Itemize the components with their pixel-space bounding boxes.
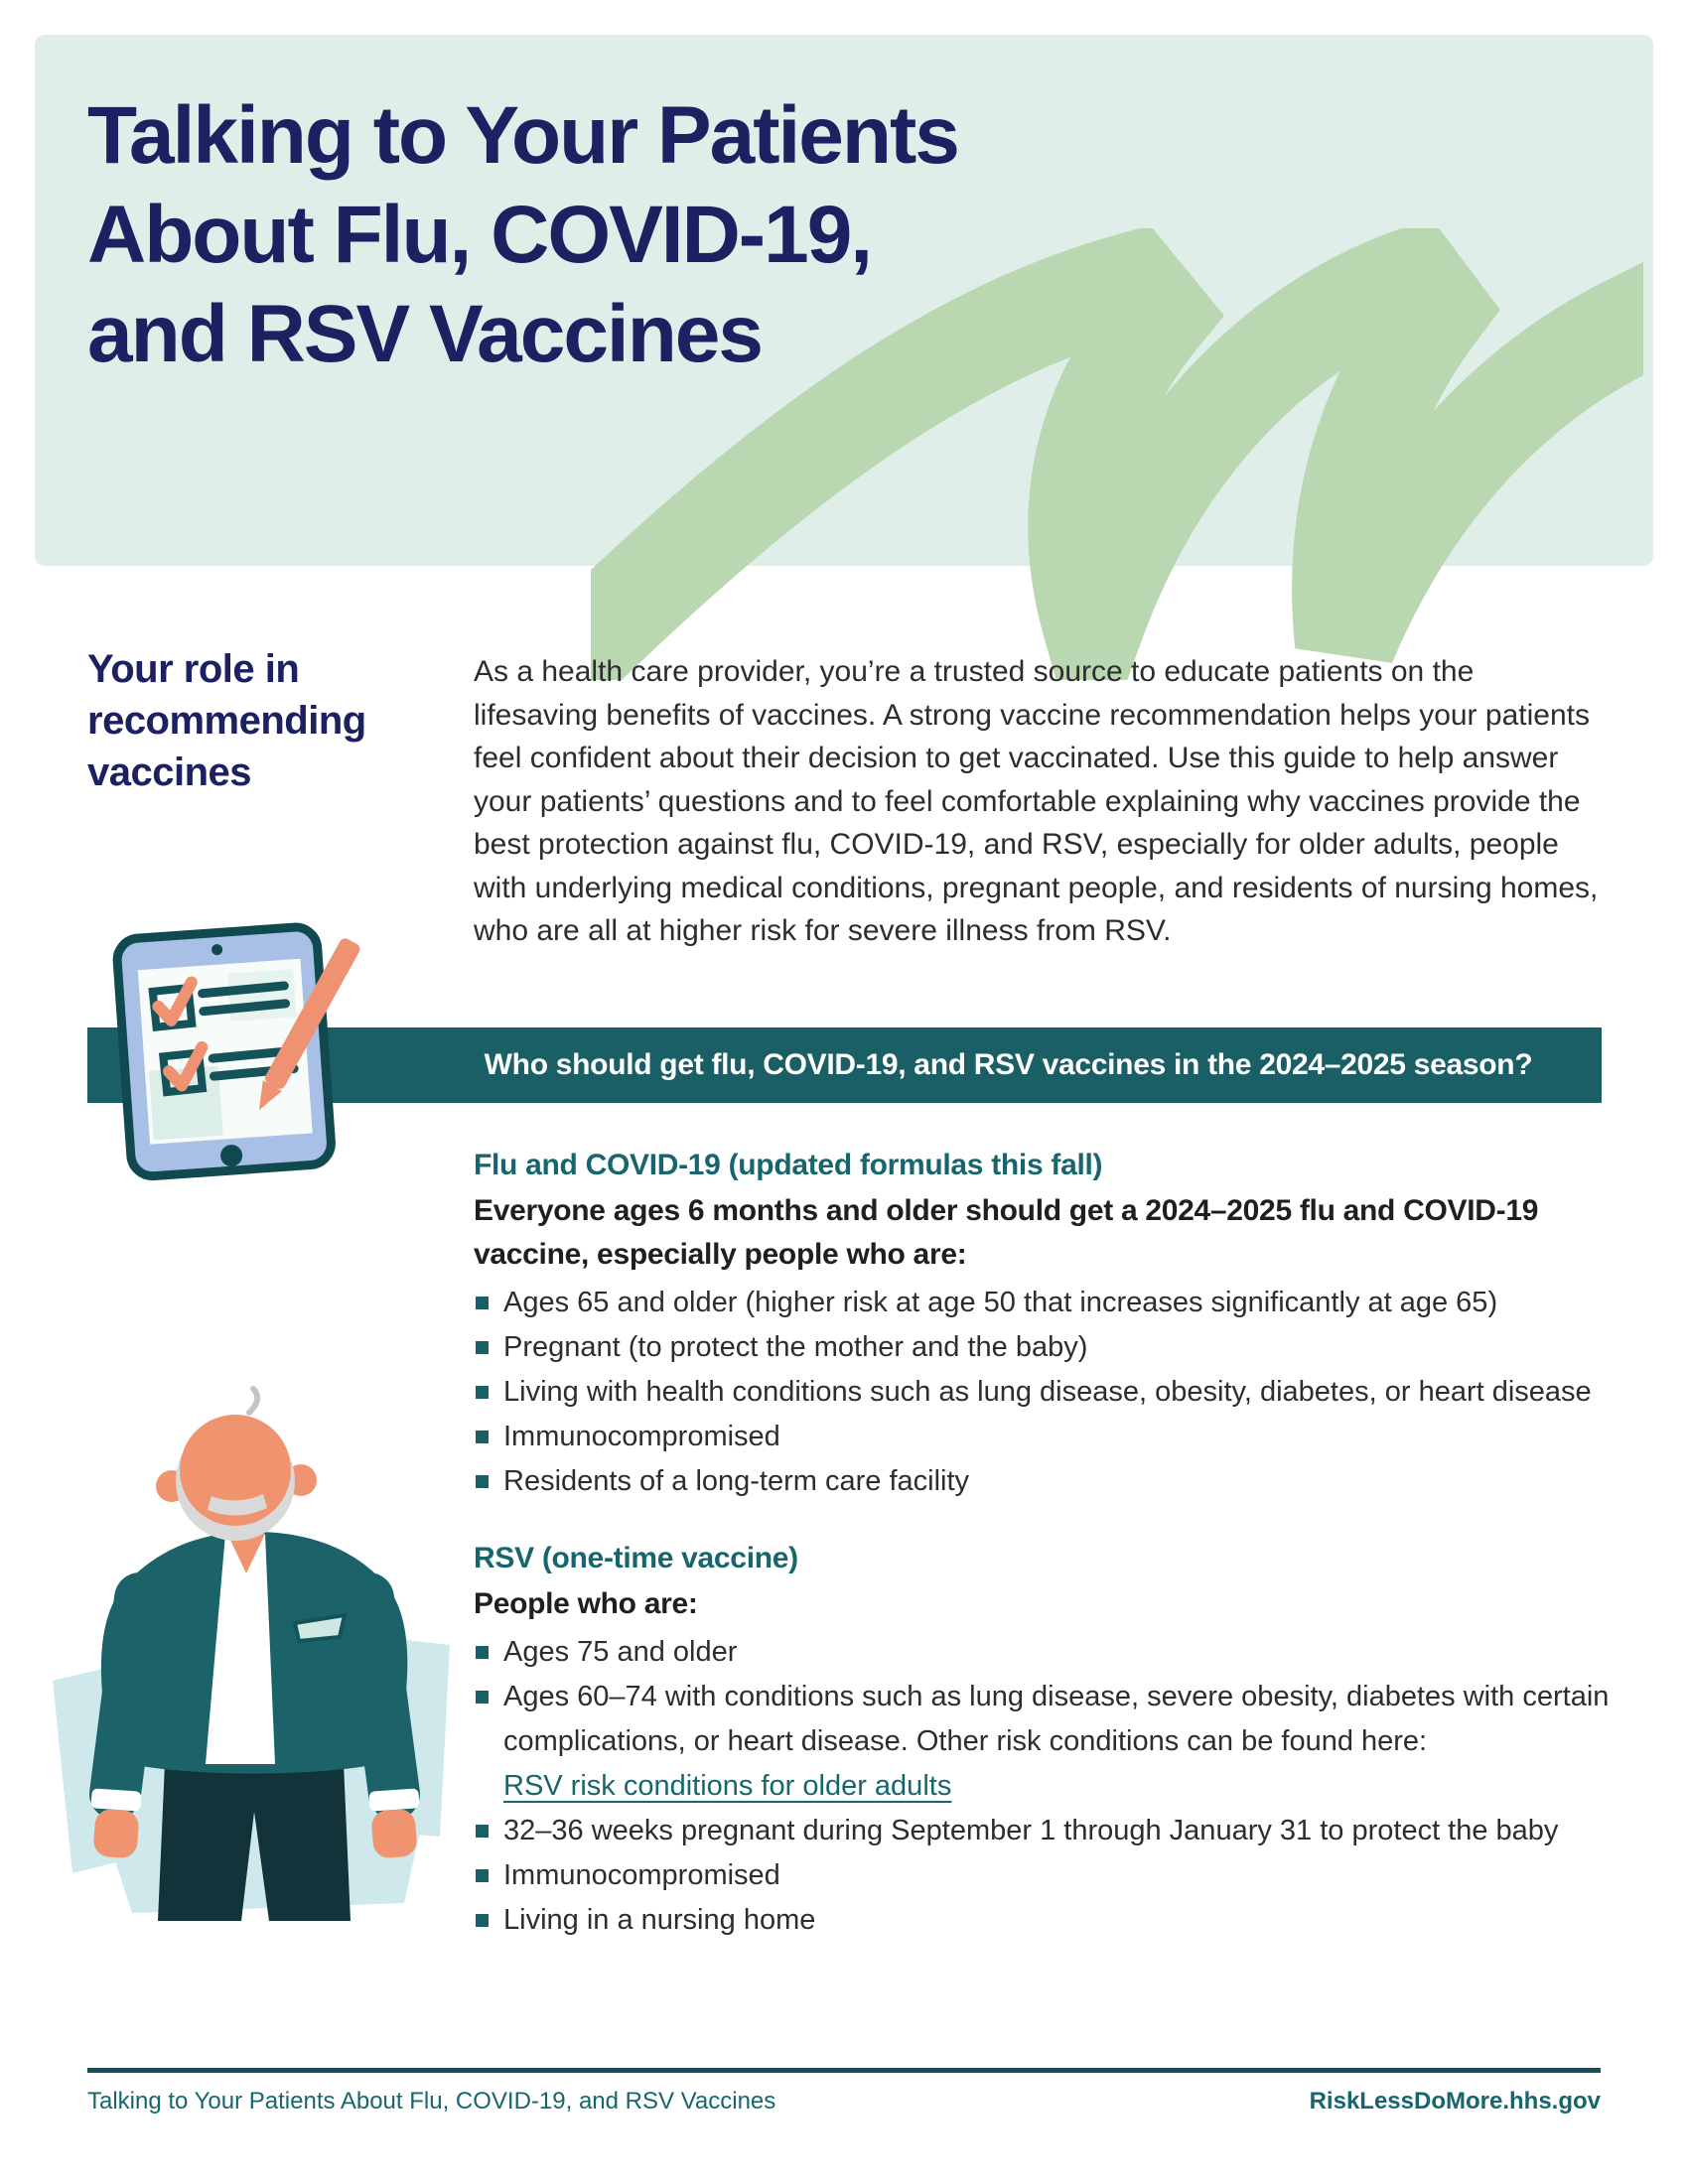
- bullet-item: [474, 1853, 1611, 1898]
- bullet-item: [474, 1630, 1611, 1675]
- flu-section-heading: Flu and COVID-19 (updated formulas this fall): [474, 1149, 1103, 1181]
- page-title: [87, 86, 958, 384]
- role-heading-line2: recommending: [87, 699, 366, 743]
- role-heading-line1: Your role in: [87, 647, 300, 691]
- bullet-item: [474, 1809, 1611, 1853]
- bullet-text: Living with health conditions such as lung disease, obesity, diabetes, or heart disease: [503, 1376, 1592, 1408]
- bullet-text: Living in a nursing home: [503, 1904, 816, 1936]
- footer-rule: [87, 2068, 1601, 2073]
- bullet-text: Ages 65 and older (higher risk at age 50 that increases significantly at age 65): [503, 1287, 1498, 1318]
- page-title-line1: Talking to Your Patients: [87, 90, 958, 181]
- footer-title-text: Talking to Your Patients About Flu, COVID-19, and RSV Vaccines: [87, 2088, 776, 2115]
- bullet-item: [474, 1370, 1611, 1415]
- bullet-text: Pregnant (to protect the mother and the baby): [503, 1331, 1088, 1363]
- bullet-item: [474, 1325, 1611, 1370]
- bullet-text: Immunocompromised: [503, 1421, 780, 1452]
- footer-url-text: RiskLessDoMore.hhs.gov: [1309, 2088, 1601, 2115]
- page-title-line3: and RSV Vaccines: [87, 289, 763, 379]
- intro-paragraph: As a health care provider, you’re a trusted source to educate patients on the lifesaving benefits of vaccines. A strong vaccine recommendation helps your patients feel confident about their decision to get vaccinated. Use this guide to help answer your patients’ questions and to feel comfortable explaining why vaccines provide the best protection against flu, COVID-19, and RSV, especially for older adults, people with underlying medical conditions, pregnant people, and residents of nursing homes, who are all at higher risk for severe illness from RSV.: [474, 655, 1599, 947]
- bullet-item: [474, 1675, 1611, 1809]
- flu-covid-section: [474, 1144, 1611, 1504]
- rsv-risk-conditions-link[interactable]: RSV risk conditions for older adults: [503, 1770, 952, 1802]
- season-banner-text: Who should get flu, COVID-19, and RSV vaccines in the 2024–2025 season?: [484, 1048, 1533, 1081]
- bullet-item: [474, 1459, 1611, 1504]
- rsv-bullet-list: [474, 1630, 1611, 1943]
- bullet-text: Residents of a long-term care facility: [503, 1465, 970, 1497]
- role-heading: [87, 643, 366, 798]
- older-adult-icon: [45, 1385, 462, 1929]
- bullet-text: Ages 75 and older: [503, 1636, 738, 1668]
- bullet-item: [474, 1281, 1611, 1325]
- page-title-line2: About Flu, COVID-19,: [87, 190, 872, 280]
- rsv-section: [474, 1537, 1611, 1943]
- flu-bullet-list: [474, 1281, 1611, 1504]
- bullet-text: Ages 60–74 with conditions such as lung disease, severe obesity, diabetes with certain complications, or heart disease. Other risk conditions can be found here:: [503, 1681, 1610, 1757]
- role-heading-line3: vaccines: [87, 751, 252, 794]
- header-block: [35, 35, 1653, 566]
- bullet-item: [474, 1898, 1611, 1943]
- checklist-tablet-icon: [94, 915, 392, 1198]
- bullet-text: Immunocompromised: [503, 1859, 780, 1891]
- rsv-section-intro: People who are:: [474, 1587, 698, 1620]
- bullet-item: [474, 1415, 1611, 1459]
- flu-section-intro: Everyone ages 6 months and older should get a 2024–2025 flu and COVID-19 vaccine, especially people who are:: [474, 1194, 1539, 1271]
- bullet-text: 32–36 weeks pregnant during September 1 through January 31 to protect the baby: [503, 1815, 1559, 1846]
- rsv-section-heading: RSV (one-time vaccine): [474, 1542, 798, 1574]
